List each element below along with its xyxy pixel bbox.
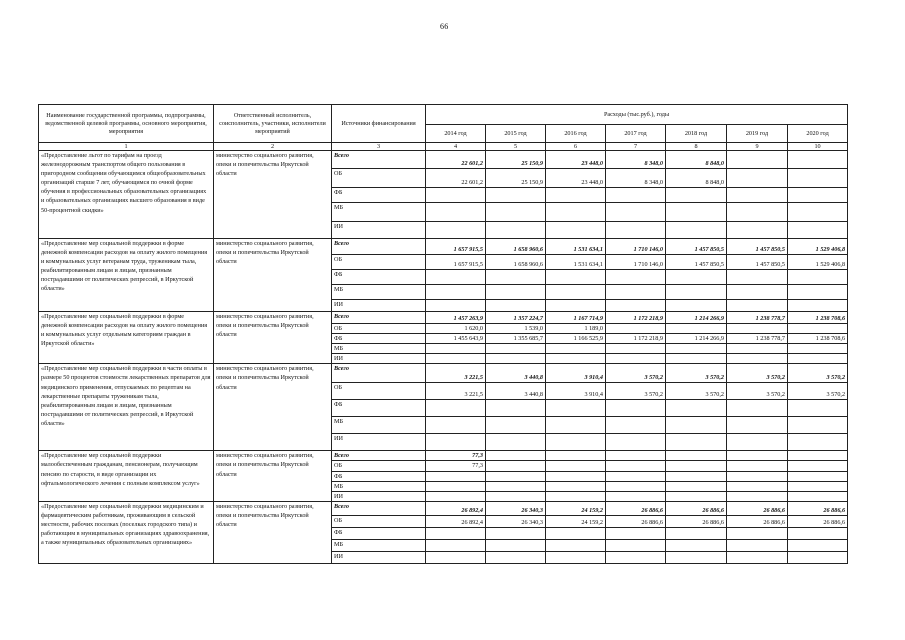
activity-name: «Предоставление мер социальной поддержки медицинским и фармацевтическим работникам, проживающим в сельской местности, рабочих поселках (поселках городского типа) и работающим в муниципальных организациях здравоохранения, а также муниципальных образовательных организациях» bbox=[39, 501, 214, 563]
expense-value bbox=[606, 344, 666, 354]
expense-value: 3 570,2 bbox=[727, 383, 788, 400]
funding-source: ИИ bbox=[332, 434, 426, 451]
column-number: 8 bbox=[666, 143, 727, 151]
activity-name: «Предоставление мер социальной поддержки малообеспеченным гражданам, пенсионерам, получающим пенсию по старости, в виде организации их офтальмологического лечения с полным комплексом услуг» bbox=[39, 451, 214, 501]
expense-value bbox=[486, 491, 546, 501]
table-row bbox=[39, 239, 848, 255]
expense-value bbox=[788, 203, 848, 222]
expense-value bbox=[546, 551, 606, 563]
expense-value bbox=[606, 285, 666, 300]
expense-value bbox=[546, 539, 606, 551]
expense-value: 23 448,0 bbox=[546, 151, 606, 169]
expense-value bbox=[426, 551, 486, 563]
expense-value bbox=[788, 354, 848, 364]
header-expenses: Расходы (тыс.руб.), годы bbox=[426, 105, 848, 125]
expense-value bbox=[666, 300, 727, 312]
funding-source: ФБ bbox=[332, 527, 426, 539]
expense-value bbox=[727, 285, 788, 300]
expense-value bbox=[727, 222, 788, 239]
expense-value bbox=[788, 222, 848, 239]
expense-value: 1 166 525,9 bbox=[546, 334, 606, 344]
expense-value: 1 658 960,6 bbox=[486, 255, 546, 270]
budget-table bbox=[38, 104, 848, 564]
responsible-executor: министерство социального развития, опеки и попечительства Иркутской области bbox=[214, 364, 332, 451]
expense-value bbox=[666, 400, 727, 417]
expense-value: 3 570,2 bbox=[666, 383, 727, 400]
expense-value bbox=[606, 461, 666, 471]
expense-value bbox=[546, 354, 606, 364]
expense-value: 1 455 643,9 bbox=[426, 334, 486, 344]
header-source: Источники финансирования bbox=[332, 105, 426, 143]
expense-value bbox=[727, 451, 788, 461]
expense-value bbox=[546, 461, 606, 471]
expense-value: 25 150,9 bbox=[486, 151, 546, 169]
expense-value bbox=[727, 169, 788, 188]
funding-source: ФБ bbox=[332, 270, 426, 285]
expense-value bbox=[666, 324, 727, 334]
expense-value: 1 167 714,9 bbox=[546, 312, 606, 324]
expense-value bbox=[666, 344, 727, 354]
header-year: 2014 год bbox=[426, 125, 486, 143]
expense-value bbox=[666, 354, 727, 364]
expense-value bbox=[546, 451, 606, 461]
expense-value: 3 570,2 bbox=[666, 364, 727, 383]
expense-value: 1 620,0 bbox=[426, 324, 486, 334]
expense-value: 3 570,2 bbox=[606, 364, 666, 383]
expense-value bbox=[666, 222, 727, 239]
funding-source: Всего bbox=[332, 151, 426, 169]
expense-value: 1 657 915,5 bbox=[426, 255, 486, 270]
expense-value bbox=[788, 491, 848, 501]
expense-value bbox=[426, 471, 486, 481]
expense-value: 1 658 960,6 bbox=[486, 239, 546, 255]
expense-value bbox=[727, 434, 788, 451]
funding-source: МБ bbox=[332, 344, 426, 354]
expense-value bbox=[666, 491, 727, 501]
header-year: 2019 год bbox=[727, 125, 788, 143]
funding-source: ИИ bbox=[332, 354, 426, 364]
expense-value bbox=[727, 481, 788, 491]
table-row bbox=[39, 364, 848, 383]
expense-value bbox=[486, 461, 546, 471]
expense-value bbox=[426, 188, 486, 203]
expense-value bbox=[727, 324, 788, 334]
column-number: 2 bbox=[214, 143, 332, 151]
expense-value bbox=[426, 400, 486, 417]
funding-source: ФБ bbox=[332, 334, 426, 344]
expense-value: 1 457 850,5 bbox=[666, 255, 727, 270]
header-year: 2015 год bbox=[486, 125, 546, 143]
activity-name: «Предоставление мер социальной поддержки в части оплаты в размере 50 процентов стоимости лекарственных препаратов для медицинского применения, отпускаемых по рецептам на лекарственные препараты труженикам тыла, реабилитированным лицам и лицам, признанным пострадавшими от политических репрессий, в Иркутской области» bbox=[39, 364, 214, 451]
funding-source: Всего bbox=[332, 451, 426, 461]
funding-source: МБ bbox=[332, 539, 426, 551]
expense-value: 22 601,2 bbox=[426, 169, 486, 188]
expense-value bbox=[666, 203, 727, 222]
expense-value: 26 886,6 bbox=[666, 501, 727, 515]
expense-value: 1 355 685,7 bbox=[486, 334, 546, 344]
expense-value: 1 457 850,5 bbox=[727, 239, 788, 255]
expense-value: 1 172 218,9 bbox=[606, 334, 666, 344]
expense-value: 3 910,4 bbox=[546, 383, 606, 400]
expense-value: 8 848,0 bbox=[666, 169, 727, 188]
column-number: 10 bbox=[788, 143, 848, 151]
expense-value bbox=[486, 203, 546, 222]
expense-value: 1 710 146,0 bbox=[606, 255, 666, 270]
expense-value bbox=[788, 527, 848, 539]
expense-value bbox=[606, 270, 666, 285]
expense-value: 24 159,2 bbox=[546, 515, 606, 527]
expense-value bbox=[546, 344, 606, 354]
expense-value bbox=[486, 417, 546, 434]
expense-value bbox=[727, 539, 788, 551]
funding-source: МБ bbox=[332, 417, 426, 434]
expense-value: 8 348,0 bbox=[606, 151, 666, 169]
funding-source: Всего bbox=[332, 312, 426, 324]
column-number: 7 bbox=[606, 143, 666, 151]
expense-value bbox=[486, 270, 546, 285]
expense-value: 3 570,2 bbox=[727, 364, 788, 383]
expense-value: 1 539,0 bbox=[486, 324, 546, 334]
column-number: 4 bbox=[426, 143, 486, 151]
expense-value bbox=[788, 451, 848, 461]
expense-value bbox=[727, 188, 788, 203]
header-year: 2016 год bbox=[546, 125, 606, 143]
expense-value: 22 601,2 bbox=[426, 151, 486, 169]
column-number: 5 bbox=[486, 143, 546, 151]
expense-value bbox=[666, 188, 727, 203]
expense-value bbox=[788, 188, 848, 203]
expense-value bbox=[606, 417, 666, 434]
expense-value bbox=[486, 539, 546, 551]
expense-value: 3 221,5 bbox=[426, 364, 486, 383]
expense-value: 1 531 634,1 bbox=[546, 239, 606, 255]
expense-value: 3 221,5 bbox=[426, 383, 486, 400]
expense-value: 1 214 266,9 bbox=[666, 312, 727, 324]
expense-value: 1 238 708,6 bbox=[788, 312, 848, 324]
expense-value: 1 710 146,0 bbox=[606, 239, 666, 255]
expense-value bbox=[727, 151, 788, 169]
funding-source: ФБ bbox=[332, 188, 426, 203]
expense-value bbox=[606, 188, 666, 203]
expense-value bbox=[486, 551, 546, 563]
funding-source: ФБ bbox=[332, 471, 426, 481]
expense-value bbox=[426, 300, 486, 312]
activity-name: «Предоставление льгот по тарифам на проезд железнодорожным транспортом общего пользования в пригородном сообщении обучающимся общеобразовательных организаций старше 7 лет, обучающимся по очной форме обучения в профессиональных образовательных организациях и образовательных организациях высшего образования в виде 50-процентной скидки» bbox=[39, 151, 214, 239]
expense-value bbox=[606, 491, 666, 501]
expense-value bbox=[426, 344, 486, 354]
expense-value: 1 189,0 bbox=[546, 324, 606, 334]
expense-value bbox=[546, 417, 606, 434]
funding-source: МБ bbox=[332, 203, 426, 222]
funding-source: ИИ bbox=[332, 551, 426, 563]
expense-value bbox=[727, 203, 788, 222]
expense-value: 3 440,8 bbox=[486, 364, 546, 383]
expense-value bbox=[727, 417, 788, 434]
funding-source: ФБ bbox=[332, 400, 426, 417]
expense-value bbox=[606, 203, 666, 222]
expense-value bbox=[727, 527, 788, 539]
expense-value bbox=[606, 551, 666, 563]
column-number: 9 bbox=[727, 143, 788, 151]
expense-value bbox=[546, 285, 606, 300]
expense-value: 1 214 266,9 bbox=[666, 334, 727, 344]
expense-value bbox=[788, 344, 848, 354]
expense-value bbox=[788, 417, 848, 434]
expense-value bbox=[426, 270, 486, 285]
expense-value bbox=[546, 527, 606, 539]
expense-value bbox=[606, 354, 666, 364]
expense-value: 3 570,2 bbox=[788, 364, 848, 383]
responsible-executor: министерство социального развития, опеки и попечительства Иркутской области bbox=[214, 239, 332, 312]
expense-value: 1 238 778,7 bbox=[727, 334, 788, 344]
expense-value bbox=[727, 354, 788, 364]
expense-value bbox=[606, 451, 666, 461]
expense-value: 26 886,6 bbox=[727, 501, 788, 515]
expense-value: 3 570,2 bbox=[606, 383, 666, 400]
expense-value: 3 440,8 bbox=[486, 383, 546, 400]
expense-value: 1 457 850,5 bbox=[727, 255, 788, 270]
funding-source: Всего bbox=[332, 239, 426, 255]
expense-value: 26 892,4 bbox=[426, 515, 486, 527]
expense-value: 26 886,6 bbox=[666, 515, 727, 527]
expense-value bbox=[426, 354, 486, 364]
expense-value bbox=[606, 300, 666, 312]
expense-value: 26 892,4 bbox=[426, 501, 486, 515]
expense-value bbox=[666, 451, 727, 461]
expense-value: 1 457 263,9 bbox=[426, 312, 486, 324]
expense-value bbox=[727, 400, 788, 417]
expense-value bbox=[788, 169, 848, 188]
expense-value: 77,3 bbox=[426, 461, 486, 471]
header-year: 2017 год bbox=[606, 125, 666, 143]
expense-value bbox=[486, 354, 546, 364]
funding-source: Всего bbox=[332, 364, 426, 383]
expense-value: 1 457 850,5 bbox=[666, 239, 727, 255]
expense-value bbox=[606, 527, 666, 539]
expense-value bbox=[546, 471, 606, 481]
expense-value bbox=[426, 491, 486, 501]
expense-value bbox=[666, 527, 727, 539]
expense-value bbox=[486, 434, 546, 451]
header-year: 2020 год bbox=[788, 125, 848, 143]
expense-value bbox=[546, 434, 606, 451]
expense-value: 26 340,3 bbox=[486, 501, 546, 515]
expense-value bbox=[606, 324, 666, 334]
expense-value bbox=[486, 400, 546, 417]
responsible-executor: министерство социального развития, опеки и попечительства Иркутской области bbox=[214, 451, 332, 501]
expense-value bbox=[606, 539, 666, 551]
expense-value: 26 886,6 bbox=[788, 501, 848, 515]
expense-value bbox=[788, 434, 848, 451]
expense-value bbox=[486, 344, 546, 354]
responsible-executor: министерство социального развития, опеки и попечительства Иркутской области bbox=[214, 501, 332, 563]
expense-value bbox=[788, 300, 848, 312]
expense-value bbox=[666, 434, 727, 451]
expense-value bbox=[666, 471, 727, 481]
table-row bbox=[39, 451, 848, 461]
expense-value bbox=[486, 481, 546, 491]
expense-value: 26 886,6 bbox=[727, 515, 788, 527]
expense-value bbox=[788, 539, 848, 551]
expense-value: 26 886,6 bbox=[788, 515, 848, 527]
expense-value bbox=[426, 481, 486, 491]
expense-value: 1 657 915,5 bbox=[426, 239, 486, 255]
expense-value bbox=[606, 222, 666, 239]
column-number: 3 bbox=[332, 143, 426, 151]
expense-value bbox=[426, 527, 486, 539]
expense-value bbox=[788, 551, 848, 563]
expense-value: 23 448,0 bbox=[546, 169, 606, 188]
expense-value bbox=[546, 300, 606, 312]
expense-value bbox=[606, 400, 666, 417]
expense-value: 26 886,6 bbox=[606, 501, 666, 515]
responsible-executor: министерство социального развития, опеки и попечительства Иркутской области bbox=[214, 151, 332, 239]
expense-value bbox=[486, 527, 546, 539]
expense-value: 1 172 218,9 bbox=[606, 312, 666, 324]
expense-value bbox=[788, 151, 848, 169]
expense-value bbox=[606, 434, 666, 451]
expense-value bbox=[727, 300, 788, 312]
expense-value bbox=[727, 551, 788, 563]
expense-value bbox=[788, 461, 848, 471]
table-row bbox=[39, 501, 848, 515]
funding-source: ИИ bbox=[332, 491, 426, 501]
expense-value bbox=[486, 451, 546, 461]
funding-source: ОБ bbox=[332, 169, 426, 188]
expense-value bbox=[546, 203, 606, 222]
expense-value bbox=[546, 400, 606, 417]
expense-value bbox=[788, 481, 848, 491]
column-number: 1 bbox=[39, 143, 214, 151]
expense-value bbox=[546, 188, 606, 203]
expense-value bbox=[546, 491, 606, 501]
expense-value: 3 910,4 bbox=[546, 364, 606, 383]
activity-name: «Предоставление мер социальной поддержки в форме денежной компенсации расходов на оплату жилого помещения и коммунальных услуг ветеранам труда, труженикам тыла, реабилитированным лицам и лицам, признанным пострадавшими от политических репрессий, в Иркутской области» bbox=[39, 239, 214, 312]
expense-value bbox=[727, 270, 788, 285]
expense-value bbox=[788, 400, 848, 417]
expense-value: 26 886,6 bbox=[606, 515, 666, 527]
expense-value bbox=[546, 222, 606, 239]
expense-value bbox=[788, 324, 848, 334]
table-row bbox=[39, 151, 848, 169]
funding-source: ОБ bbox=[332, 255, 426, 270]
expense-value bbox=[426, 285, 486, 300]
header-responsible: Ответственный исполнитель, соисполнитель, участники, исполнители мероприятий bbox=[214, 105, 332, 143]
expense-value bbox=[666, 551, 727, 563]
table-row bbox=[39, 312, 848, 324]
expense-value bbox=[727, 461, 788, 471]
funding-source: Всего bbox=[332, 501, 426, 515]
expense-value bbox=[666, 461, 727, 471]
header-name: Наименование государственной программы, подпрограммы, ведомственной целевой программы, основного мероприятия, мероприятия bbox=[39, 105, 214, 143]
expense-value bbox=[486, 471, 546, 481]
expense-value bbox=[727, 471, 788, 481]
expense-value bbox=[606, 471, 666, 481]
expense-value bbox=[788, 270, 848, 285]
activity-name: «Предоставление мер социальной поддержки в форме денежной компенсации расходов на оплату жилого помещения и коммунальных услуг отдельным категориям граждан в Иркутской области» bbox=[39, 312, 214, 364]
expense-value: 1 531 634,1 bbox=[546, 255, 606, 270]
expense-value bbox=[666, 539, 727, 551]
expense-value: 1 357 224,7 bbox=[486, 312, 546, 324]
expense-value: 1 529 406,8 bbox=[788, 239, 848, 255]
funding-source: ОБ bbox=[332, 515, 426, 527]
funding-source: ОБ bbox=[332, 461, 426, 471]
funding-source: МБ bbox=[332, 481, 426, 491]
expense-value bbox=[666, 417, 727, 434]
expense-value bbox=[486, 222, 546, 239]
funding-source: ОБ bbox=[332, 324, 426, 334]
expense-value bbox=[486, 285, 546, 300]
responsible-executor: министерство социального развития, опеки и попечительства Иркутской области bbox=[214, 312, 332, 364]
expense-value: 3 570,2 bbox=[788, 383, 848, 400]
expense-value: 1 529 406,8 bbox=[788, 255, 848, 270]
expense-value bbox=[426, 222, 486, 239]
funding-source: ИИ bbox=[332, 300, 426, 312]
expense-value bbox=[606, 481, 666, 491]
expense-value bbox=[727, 344, 788, 354]
expense-value: 26 340,3 bbox=[486, 515, 546, 527]
expense-value bbox=[546, 481, 606, 491]
page-number: 66 bbox=[440, 22, 449, 31]
expense-value: 1 238 708,6 bbox=[788, 334, 848, 344]
expense-value: 77,3 bbox=[426, 451, 486, 461]
expense-value: 24 159,2 bbox=[546, 501, 606, 515]
header-year: 2018 год bbox=[666, 125, 727, 143]
expense-value bbox=[426, 539, 486, 551]
expense-value: 25 150,9 bbox=[486, 169, 546, 188]
expense-value bbox=[426, 434, 486, 451]
column-number: 6 bbox=[546, 143, 606, 151]
expense-value bbox=[666, 481, 727, 491]
expense-value bbox=[546, 270, 606, 285]
expense-value bbox=[727, 491, 788, 501]
expense-value bbox=[486, 300, 546, 312]
expense-value bbox=[788, 471, 848, 481]
funding-source: МБ bbox=[332, 285, 426, 300]
expense-value bbox=[486, 188, 546, 203]
expense-value: 8 348,0 bbox=[606, 169, 666, 188]
expense-value bbox=[666, 285, 727, 300]
expense-value: 8 848,0 bbox=[666, 151, 727, 169]
expense-value bbox=[426, 417, 486, 434]
funding-source: ИИ bbox=[332, 222, 426, 239]
expense-value bbox=[426, 203, 486, 222]
expense-value bbox=[788, 285, 848, 300]
expense-value bbox=[666, 270, 727, 285]
expense-value: 1 238 778,7 bbox=[727, 312, 788, 324]
funding-source: ОБ bbox=[332, 383, 426, 400]
